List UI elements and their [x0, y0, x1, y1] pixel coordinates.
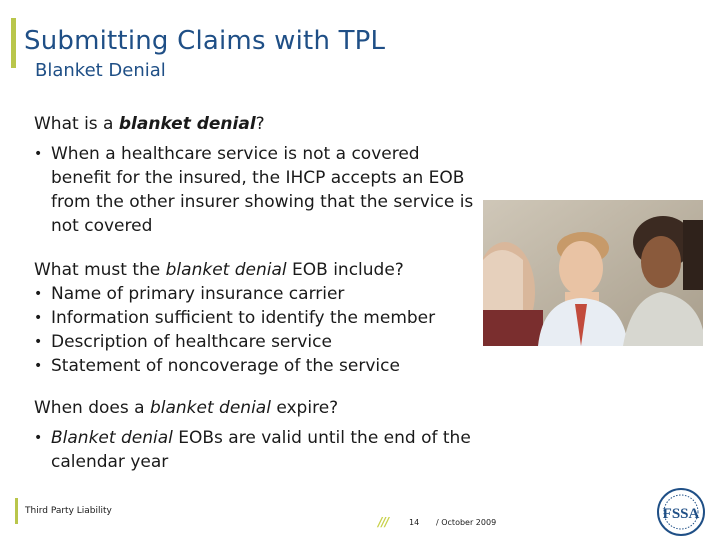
question-text: expire?: [270, 398, 339, 418]
emphasized-term: blanket denial: [149, 398, 271, 418]
slide-body: [34, 112, 474, 474]
question-what-must-include: [34, 258, 474, 282]
list-item: • Statement of noncoverage of the service: [34, 354, 474, 378]
bullet-list-definition: [34, 142, 474, 238]
photo-illustration: [483, 200, 703, 346]
bullet-list-requirements: [34, 282, 474, 378]
fssa-logo: [656, 487, 706, 537]
footer-slashes: ///: [378, 515, 389, 529]
list-item: [34, 426, 474, 474]
question-text: What must the: [34, 260, 166, 280]
list-item: • Name of primary insurance carrier: [34, 282, 474, 306]
question-what-is: [34, 112, 474, 136]
list-item: • Description of healthcare service: [34, 330, 474, 354]
bullet-list-expiration: [34, 426, 474, 474]
page-title: Submitting Claims with TPL: [24, 26, 386, 56]
footer-accent-bar: [15, 498, 18, 524]
page-subtitle: Blanket Denial: [35, 60, 166, 81]
list-item: • When a healthcare service is not a covered benefit for the insured, the IHCP accepts an EOB from the other insurer showing that the service is not covered: [34, 142, 474, 238]
question-when-expire: [34, 396, 474, 420]
page-number: 14: [409, 518, 420, 527]
list-item: • Information sufficient to identify the member: [34, 306, 474, 330]
footer-date: / October 2009: [436, 518, 497, 527]
title-accent-bar: [11, 18, 16, 68]
emphasized-term: blanket denial: [165, 260, 287, 280]
question-text: EOB include?: [286, 260, 404, 280]
business-people-photo: [483, 200, 703, 346]
question-text: When does a: [34, 398, 150, 418]
question-text: What is a: [34, 114, 119, 134]
svg-text:FSSA: FSSA: [662, 506, 700, 522]
question-text: ?: [255, 114, 265, 134]
emphasized-term: Blanket denial: [51, 428, 173, 448]
list-item-text: EOBs are valid until the end of the calendar year: [51, 428, 471, 472]
footer-section-label: Third Party Liability: [25, 506, 112, 516]
emphasized-term: blanket denial: [118, 114, 256, 134]
